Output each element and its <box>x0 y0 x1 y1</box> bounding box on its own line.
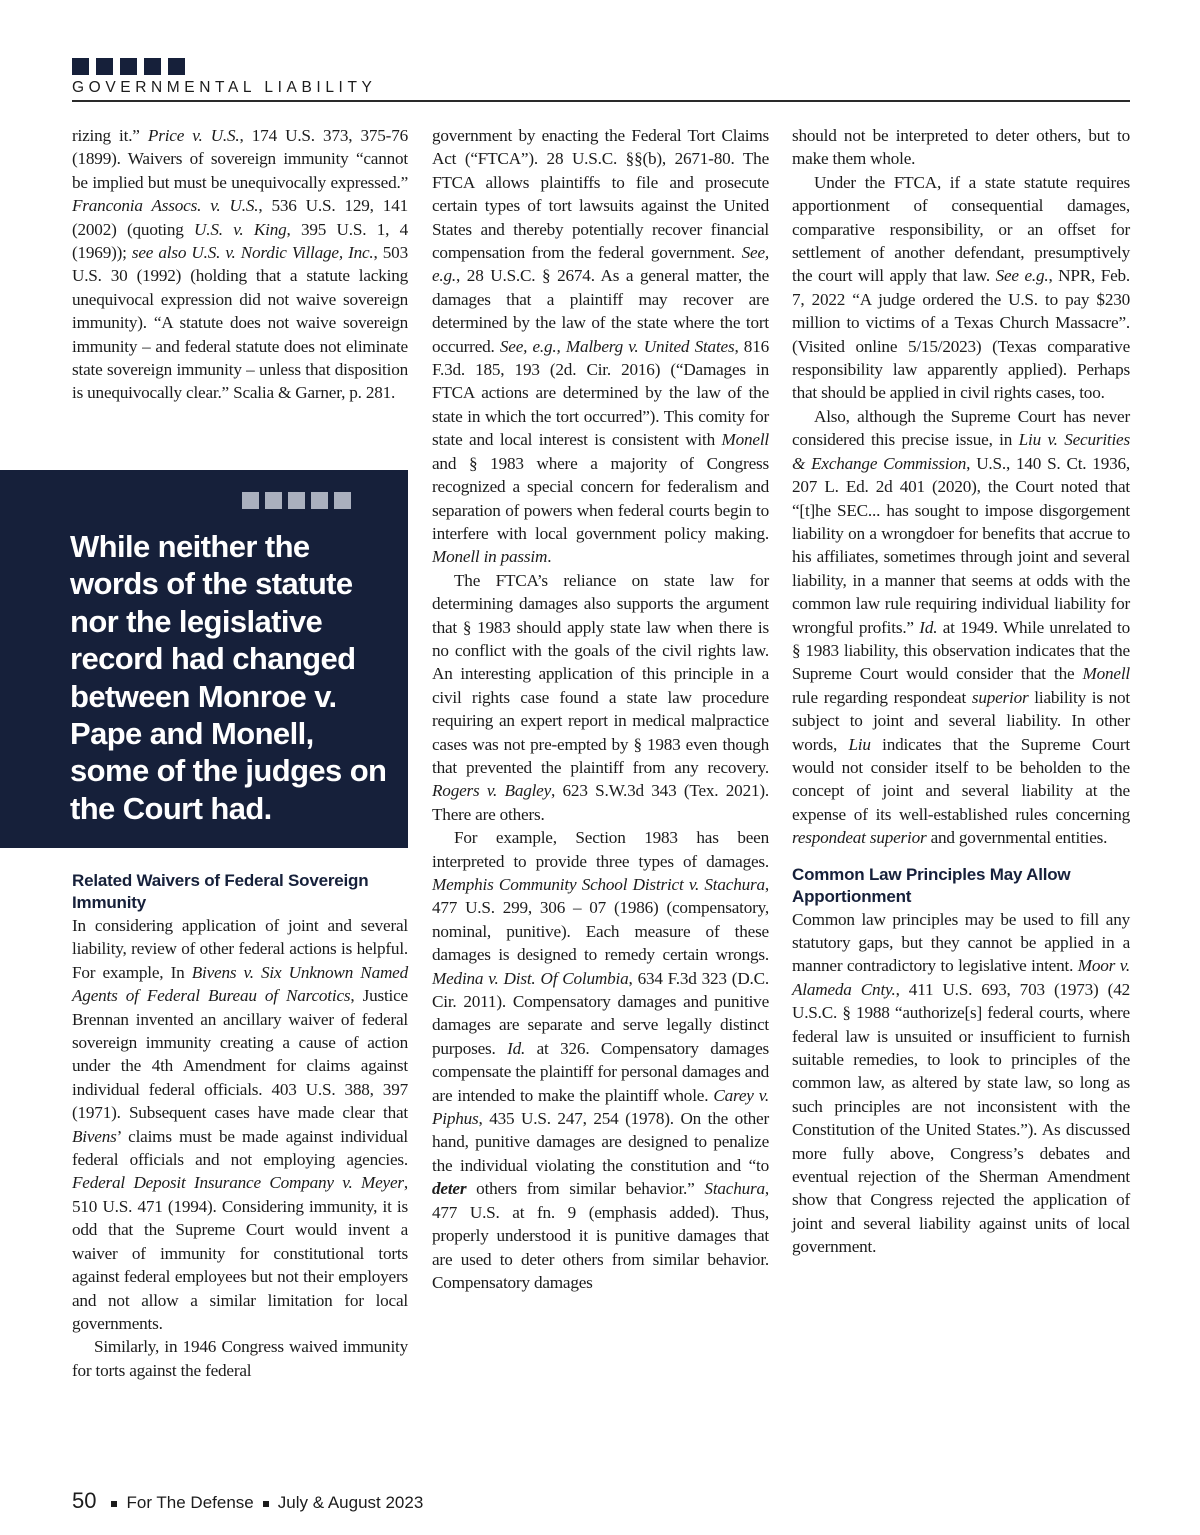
col3-paragraph-3: Also, although the Supreme Court has never considered this precise issue, in Liu v. Securities & Exchange Commission, U.S., 140 S. Ct. 1936, 207 L. Ed. 2d 401 (2020), the Court noted that “[t]he SEC... has sought to impose disgorgement liability on a wrongdoer for benefits that accrue to his affiliates, sometimes through joint and several liability, in a manner that seems at odds with the common law rule requiring individual liability for wrongful profits.” Id. at 1949. While unrelated to § 1983 liability, this observation indicates that the Supreme Court would consider that the Monell rule regarding respondeat superior liability is not subject to joint and several liability. In other words, Liu indicates that the Supreme Court would not consider itself to be beholden to the concept of joint and several liability at the expense of its well-established rules concerning respondeat superior and governmental entities. <box>792 406 1131 848</box>
col3-paragraph-2: Under the FTCA, if a state statute requires apportionment of consequential damages, comparative responsibility, or an offset for settlement of another defendant, presumptively the court will apply that law. See e.g., NPR, Feb. 7, 2022 “A judge ordered the U.S. to pay $230 million to victims of a Texas Church Massacre”. (Visited online 5/15/2023) (Texas comparative responsibility law apparently applied). Perhaps that should be applied in civil rights cases, too. <box>792 172 1130 403</box>
pull-quote-decoration <box>242 492 351 509</box>
column-1 <box>72 124 408 405</box>
subhead-related-waivers: Related Waivers of Federal Sovereign Immunity <box>72 871 369 912</box>
pull-quote-box <box>0 470 408 848</box>
col2-paragraph-2: The FTCA’s reliance on state law for determining damages also supports the argument that § 1983 should apply state law when there is no conflict with the goals of the civil rights law. An interesting application of this principle in a civil rights case found a state law procedure requiring an expert report in medical malpractice cases was not pre-empted by § 1983 even though that prevented the plaintiff from any recovery. Rogers v. Bagley, 623 S.W.3d 343 (Tex. 2021). There are others. <box>432 570 769 824</box>
col1-paragraph-3: Similarly, in 1946 Congress waived immunity for torts against the federal <box>72 1337 408 1380</box>
col3-paragraph-4: Common law principles may be used to fill any statutory gaps, but they cannot be applied in a manner contradictory to legislative intent. Moor v. Alameda Cnty., 411 U.S. 693, 703 (1973) (42 U.S.C. § 1988 “authorize[s] federal courts, where federal law is unsuited or insufficient to furnish suitable remedies, to look to principles of the common law, as altered by state law, so long as such principles are not inconsistent with the Constitution of the United States.”). As discussed more fully above, Congress’s debates and eventual rejection of the Sherman Amendment show that Congress rejected the application of joint and several liability against units of local government. <box>792 909 1130 1257</box>
col3-paragraph-1: should not be interpreted to deter others, but to make them whole. <box>792 126 1130 169</box>
publication-name: For The Defense <box>126 1493 254 1512</box>
pull-quote-square <box>265 492 282 509</box>
subhead-common-law: Common Law Principles May Allow Apportionment <box>792 864 1071 906</box>
pull-quote-square <box>311 492 328 509</box>
pull-quote-square <box>334 492 351 509</box>
footer-bullet <box>263 1501 269 1507</box>
section-label: GOVERNMENTAL LIABILITY <box>72 79 377 96</box>
pull-quote-square <box>288 492 305 509</box>
header-square <box>144 58 161 75</box>
col2-paragraph-3: For example, Section 1983 has been interpreted to provide three types of damages. Memphis Community School District v. Stachura, 477 U.S. 299, 306 – 07 (1986) (compensatory, nominal, punitive). Each measure of these damages is designed to remedy certain wrongs. Medina v. Dist. Of Columbia, 634 F.3d 323 (D.C. Cir. 2011). Compensatory damages and punitive damages are separate and serve legally distinct purposes. Id. at 326. Compensatory damages compensate the plaintiff for personal damages and are intended to make the plaintiff whole. Carey v. Piphus, 435 U.S. 247, 254 (1978). On the other hand, punitive damages are designed to penalize the individual violating the constitution and “to deter others from similar behavior.” Stachura, 477 U.S. at fn. 9 (emphasis added). Thus, properly understood it is punitive damages that are used to deter others from similar behavior. Compensatory damages <box>432 828 769 1292</box>
header-square <box>168 58 185 75</box>
issue-date: July & August 2023 <box>277 1493 424 1512</box>
footer-bullet <box>111 1501 117 1507</box>
col2-paragraph-1: government by enacting the Federal Tort Claims Act (“FTCA”). 28 U.S.C. §§(b), 2671-80. The FTCA allows plaintiffs to file and prosecute certain types of tort lawsuits against the United States and thereby potentially recover financial compensation from the federal government. See, e.g., 28 U.S.C. § 2674. As a general matter, the damages that a plaintiff may recover are determined by the law of the state where the tort occurred. See, e.g., Malberg v. United States, 816 F.3d. 185, 193 (2d. Cir. 2016) (“Damages in FTCA actions are determined by the law of the state in which the tort occurred”). This comity for state and local interest is consistent with Monell and § 1983 where a majority of Congress recognized a special concern for federalism and separation of powers when federal courts begin to interfere with local government policy making. Monell in passim. <box>432 126 769 567</box>
col1-paragraph-2: In considering application of joint and several liability, review of other federal actions is helpful. For example, In Bivens v. Six Unknown Named Agents of Federal Bureau of Narcotics, Justice Brennan invented an ancillary waiver of federal sovereign immunity creating a cause of action under the 4th Amendment for claims against individual federal officials. 403 U.S. 388, 397 (1971). Subsequent cases have made clear that Bivens’ claims must be made against individual federal officials and not employing agencies. Federal Deposit Insurance Company v. Meyer, 510 U.S. 471 (1994). Considering immunity, it is odd that the Supreme Court would invent a waiver of immunity for constitutional torts against federal employees but not their employers and not allow a similar limitation for local governments. <box>72 916 408 1333</box>
header-square <box>72 58 89 75</box>
page-number: 50 <box>72 1488 97 1513</box>
header-decoration <box>72 58 185 75</box>
header-rule <box>72 100 1130 102</box>
header-square <box>96 58 113 75</box>
column-3 <box>792 124 1130 1259</box>
page-footer <box>72 1488 423 1514</box>
col1-paragraph-1: rizing it.” Price v. U.S., 174 U.S. 373, 375-76 (1899). Waivers of sovereign immunity “cannot be implied but must be unequivocally expressed.” Franconia Assocs. v. U.S., 536 U.S. 129, 141 (2002) (quoting U.S. v. King, 395 U.S. 1, 4 (1969)); see also U.S. v. Nordic Village, Inc., 503 U.S. 30 (1992) (holding that a statute lacking unequivocal expression did not waive sovereign immunity). “A statute does not waive sovereign immunity – and federal statute does not eliminate state sovereign immunity – unless that disposition is unequivocally clear.” Scalia & Garner, p. 281. <box>72 126 408 403</box>
pull-quote: While neither the words of the statute nor the legislative record had changed between Monroe v. Pape and Monell, some of the judges on the Court had. <box>70 529 387 826</box>
pull-quote-square <box>242 492 259 509</box>
column-1-lower <box>72 870 408 1382</box>
header-square <box>120 58 137 75</box>
column-2 <box>432 124 769 1294</box>
